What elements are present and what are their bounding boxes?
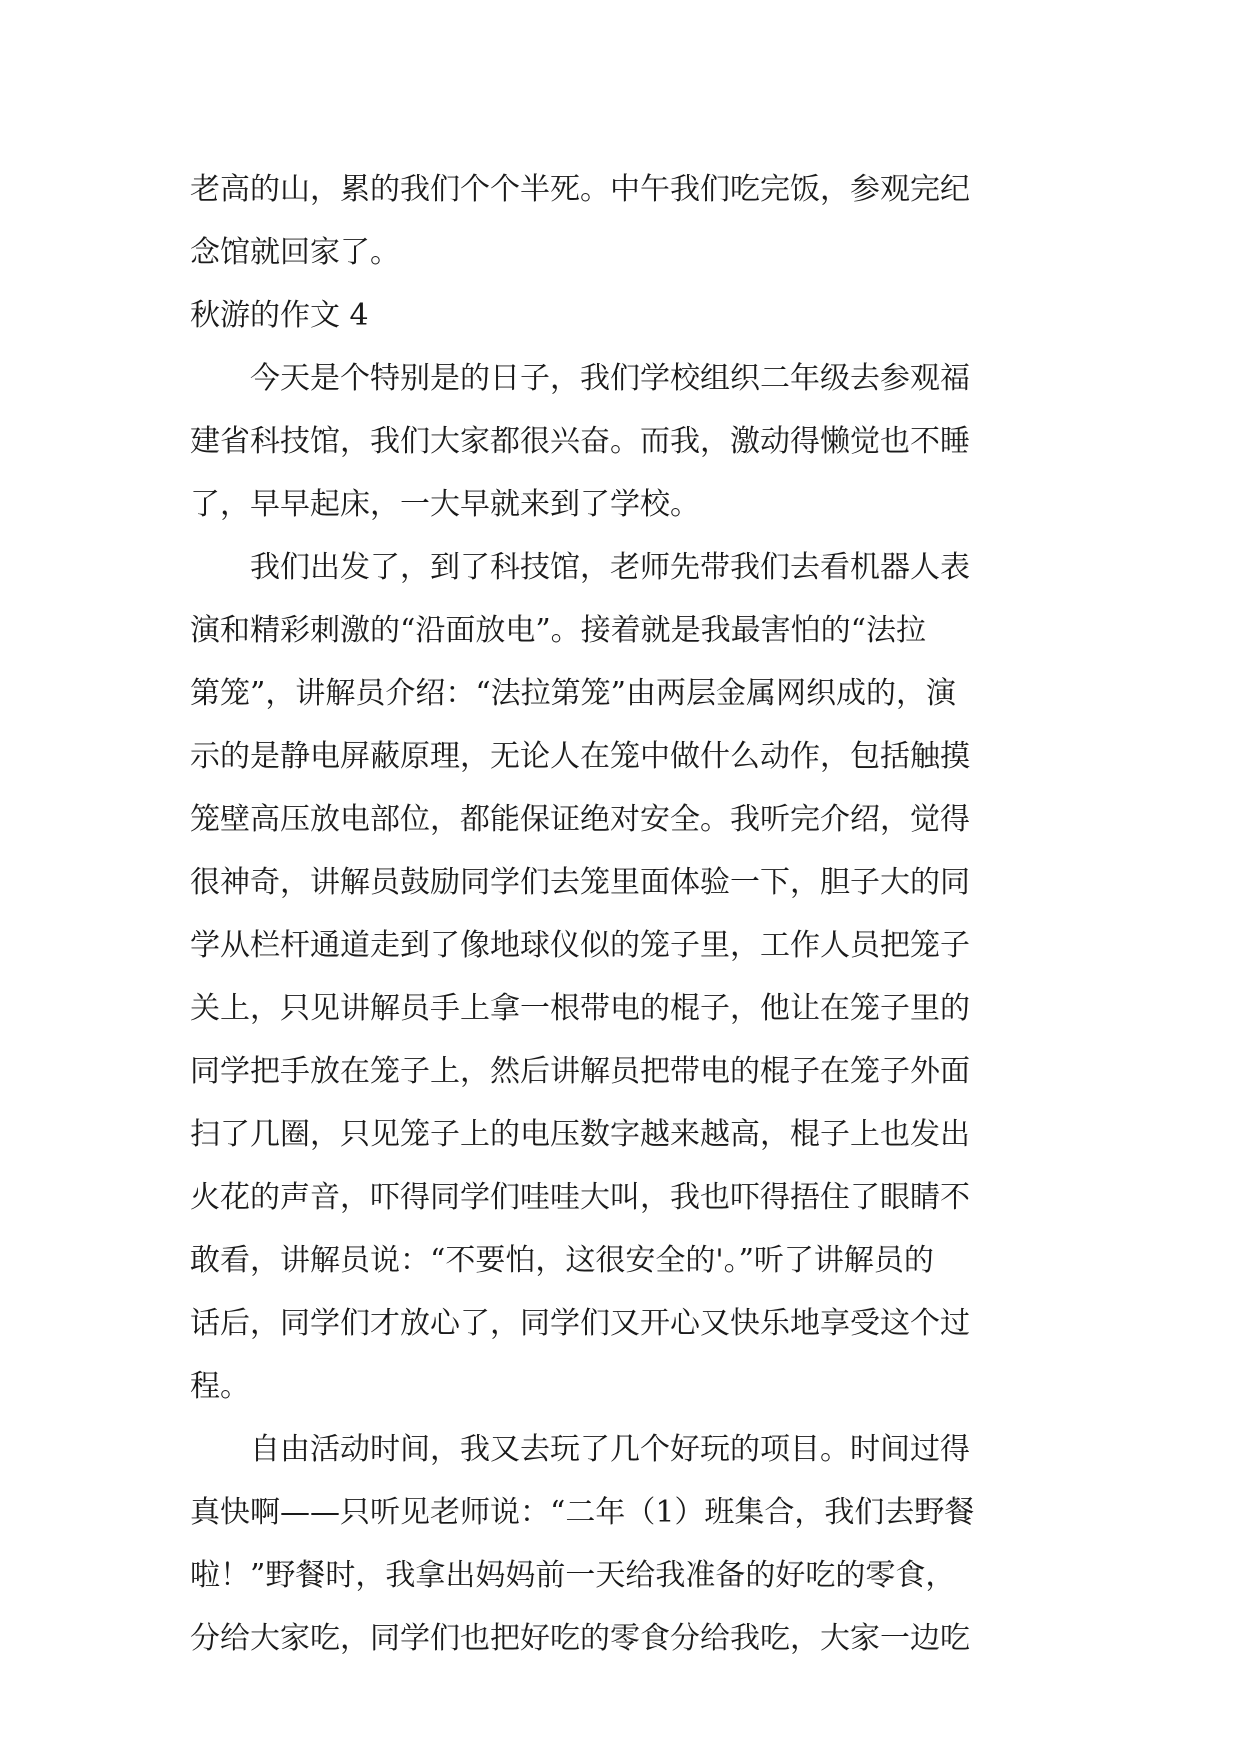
document-page xyxy=(190,158,1060,1670)
text-line: 建省科技馆，我们大家都很兴奋。而我，激动得懒觉也不睡 xyxy=(190,424,970,459)
text-line: 很神奇，讲解员鼓励同学们去笼里面体验一下，胆子大的同 xyxy=(190,865,970,900)
text-line: 话后，同学们才放心了，同学们又开心又快乐地享受这个过 xyxy=(190,1306,970,1341)
text-line: 老高的山，累的我们个个半死。中午我们吃完饭，参观完纪 xyxy=(190,172,970,207)
section-heading: 秋游的作文 4 xyxy=(190,298,369,333)
text-line: 关上，只见讲解员手上拿一根带电的棍子，他让在笼子里的 xyxy=(190,991,970,1026)
text-line: 第笼”，讲解员介绍：“法拉第笼”由两层金属网织成的，演 xyxy=(190,676,957,711)
text-line: 我们出发了，到了科技馆，老师先带我们去看机器人表 xyxy=(190,550,970,585)
text-line: 今天是个特别是的日子，我们学校组织二年级去参观福 xyxy=(190,361,970,396)
text-line: 敢看，讲解员说：“不要怕，这很安全的'。”听了讲解员的 xyxy=(190,1243,934,1278)
text-line: 程。 xyxy=(190,1369,250,1404)
text-line: 示的是静电屏蔽原理，无论人在笼中做什么动作，包括触摸 xyxy=(190,739,970,774)
text-line: 学从栏杆通道走到了像地球仪似的笼子里，工作人员把笼子 xyxy=(190,928,970,963)
paragraph xyxy=(190,1418,1060,1670)
text-line: 啦！”野餐时，我拿出妈妈前一天给我准备的好吃的零食， xyxy=(190,1558,956,1593)
paragraph xyxy=(190,536,1060,1418)
text-line: 分给大家吃，同学们也把好吃的零食分给我吃，大家一边吃 xyxy=(190,1621,970,1656)
text-line: 自由活动时间，我又去玩了几个好玩的项目。时间过得 xyxy=(190,1432,970,1467)
text-line: 演和精彩刺激的“沿面放电”。接着就是我最害怕的“法拉 xyxy=(190,613,927,648)
text-line: 真快啊——只听见老师说：“二年（1）班集合，我们去野餐 xyxy=(190,1495,975,1530)
text-line: 扫了几圈，只见笼子上的电压数字越来越高，棍子上也发出 xyxy=(190,1117,970,1152)
paragraph xyxy=(190,347,1060,536)
text-line: 同学把手放在笼子上，然后讲解员把带电的棍子在笼子外面 xyxy=(190,1054,970,1089)
text-line: 火花的声音，吓得同学们哇哇大叫，我也吓得捂住了眼睛不 xyxy=(190,1180,970,1215)
text-line: 了，早早起床，一大早就来到了学校。 xyxy=(190,487,700,522)
text-line: 笼壁高压放电部位，都能保证绝对安全。我听完介绍，觉得 xyxy=(190,802,970,837)
text-line: 念馆就回家了。 xyxy=(190,235,400,270)
